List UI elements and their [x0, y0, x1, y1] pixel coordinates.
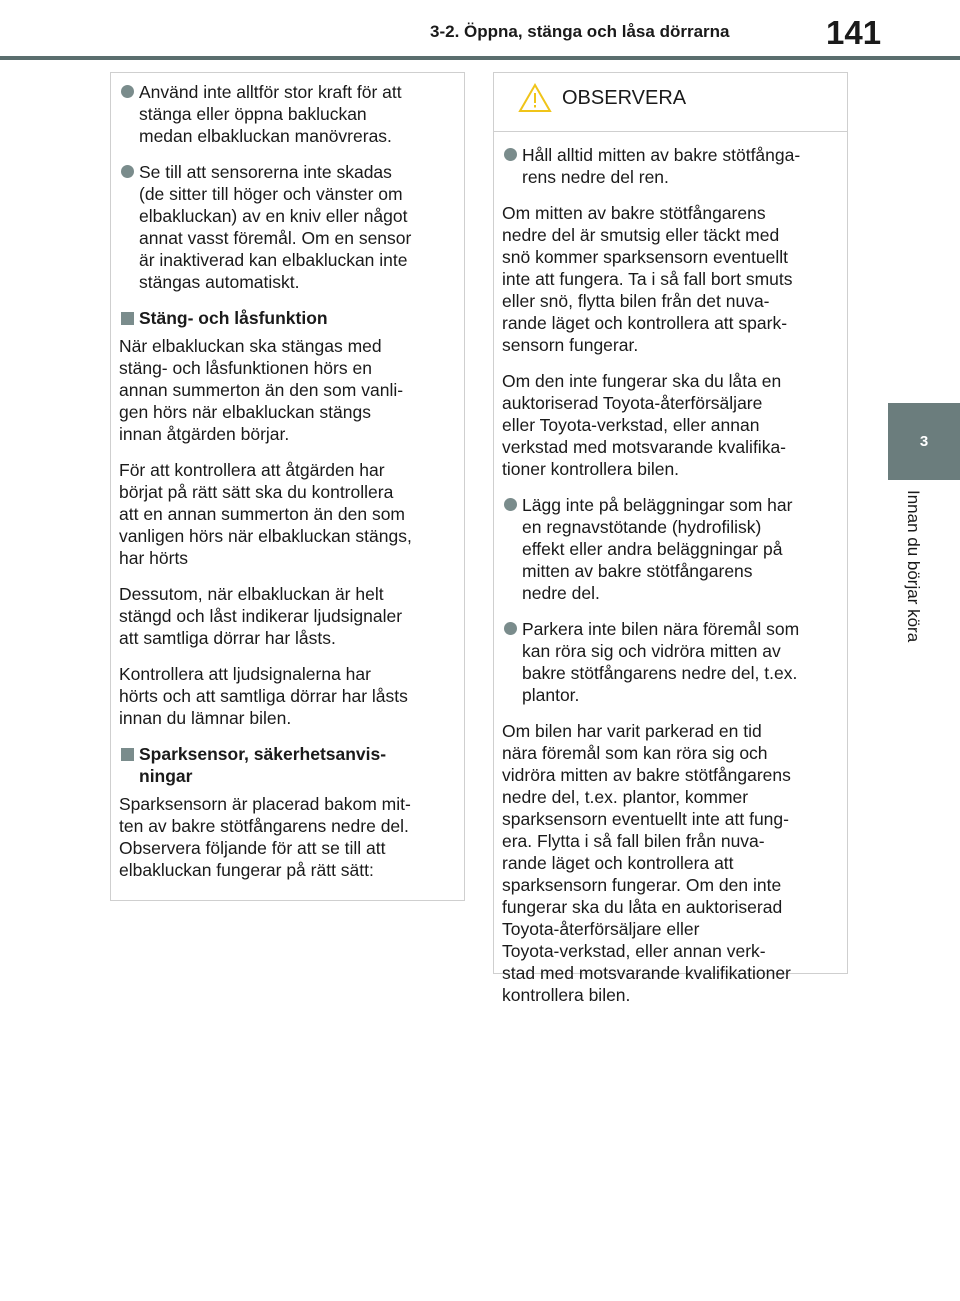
- bullet-dot-icon: [504, 622, 517, 635]
- text-line: När elbakluckan ska stängas med: [119, 336, 382, 356]
- chapter-tab-number: 3: [888, 403, 960, 480]
- text-line: nedre del är smutsig eller täckt med: [502, 225, 780, 245]
- paragraph: [500, 370, 829, 480]
- left-info-box: [110, 72, 465, 901]
- text-line: Använd inte alltför stor kraft för att: [139, 82, 402, 102]
- right-bullet-1: [500, 144, 829, 188]
- text-line: verkstad med motsvarande kvalifika-: [502, 437, 786, 457]
- text-line: medan elbakluckan manövreras.: [139, 126, 392, 146]
- paragraph: [117, 663, 446, 729]
- text-line: sensorn fungerar.: [502, 335, 639, 355]
- text-line: Lägg inte på beläggningar som har: [522, 495, 793, 515]
- left-bullet-1: [117, 81, 446, 147]
- page-number: 141: [826, 14, 882, 51]
- observe-header: [500, 83, 829, 113]
- text-line: elbakluckan fungerar på rätt sätt:: [119, 860, 374, 880]
- text-line: stänga eller öppna bakluckan: [139, 104, 367, 124]
- text-line: Toyota-verkstad, eller annan verk-: [502, 941, 766, 961]
- text-line: annan summerton än den som vanli-: [119, 380, 404, 400]
- text-line: inte att fungera. Ta i så fall bort smuts: [502, 269, 793, 289]
- text-line: tioner kontrollera bilen.: [502, 459, 680, 479]
- text-line: Dessutom, när elbakluckan är helt: [119, 584, 384, 604]
- chapter-tab-label: Innan du börjar köra: [904, 490, 923, 643]
- paragraph: [117, 335, 446, 445]
- text-line: att en annan summerton än den som: [119, 504, 406, 524]
- right-bullet-2: [500, 494, 829, 604]
- header-divider: [0, 56, 960, 60]
- bullet-dot-icon: [504, 498, 517, 511]
- heading-text: Sparksensor, säkerhetsanvis-: [139, 744, 387, 764]
- text-line: rens nedre del ren.: [522, 167, 669, 187]
- text-line: en regnavstötande (hydrofilisk): [522, 517, 762, 537]
- text-line: nära föremål som kan röra sig och: [502, 743, 768, 763]
- text-line: Håll alltid mitten av bakre stötfånga-: [522, 145, 801, 165]
- paragraph: [117, 583, 446, 649]
- text-line: bakre stötfångarens nedre del, t.ex.: [522, 663, 798, 683]
- text-line: stäng- och låsfunktionen hörs en: [119, 358, 372, 378]
- text-line: fungerar ska du låta en auktoriserad: [502, 897, 783, 917]
- text-line: att samtliga dörrar har låsts.: [119, 628, 336, 648]
- text-line: är inaktiverad kan elbakluckan inte: [139, 250, 408, 270]
- divider: [494, 131, 847, 132]
- text-line: kontrollera bilen.: [502, 985, 631, 1005]
- paragraph: [500, 202, 829, 356]
- text-line: snö kommer sparksensorn eventuellt: [502, 247, 788, 267]
- section-title: 3-2. Öppna, stänga och låsa dörrarna: [430, 22, 730, 41]
- text-line: sparksensorn fungerar. Om den inte: [502, 875, 782, 895]
- text-line: Observera följande för att se till att: [119, 838, 386, 858]
- paragraph: [500, 720, 829, 1006]
- text-line: auktoriserad Toyota-återförsäljare: [502, 393, 763, 413]
- heading-text: Stäng- och låsfunktion: [139, 308, 328, 328]
- warning-triangle-icon: [518, 83, 552, 113]
- right-bullet-3: [500, 618, 829, 706]
- text-line: elbakluckan) av en kniv eller något: [139, 206, 408, 226]
- text-line: sparksensorn eventuellt inte att fung-: [502, 809, 789, 829]
- text-line: Se till att sensorerna inte skadas: [139, 162, 392, 182]
- left-bullet-2: [117, 161, 446, 293]
- text-line: rande läget och kontrollera att spark-: [502, 313, 788, 333]
- text-line: vanligen hörs när elbakluckan stängs,: [119, 526, 412, 546]
- text-line: För att kontrollera att åtgärden har: [119, 460, 385, 480]
- text-line: börjat på rätt sätt ska du kontrollera: [119, 482, 394, 502]
- observe-title: OBSERVERA: [562, 87, 687, 109]
- heading-text: ningar: [139, 766, 193, 786]
- bullet-dot-icon: [121, 85, 134, 98]
- text-line: Om mitten av bakre stötfångarens: [502, 203, 766, 223]
- text-line: eller Toyota-verkstad, eller annan: [502, 415, 760, 435]
- text-line: kan röra sig och vidröra mitten av: [522, 641, 781, 661]
- text-line: effekt eller andra beläggningar på: [522, 539, 783, 559]
- observe-notice-box: [493, 72, 848, 1005]
- paragraph: [117, 793, 446, 881]
- text-line: (de sitter till höger och vänster om: [139, 184, 403, 204]
- paragraph: [117, 459, 446, 569]
- text-line: Om den inte fungerar ska du låta en: [502, 371, 782, 391]
- text-line: Parkera inte bilen nära föremål som: [522, 619, 800, 639]
- text-line: har hörts: [119, 548, 189, 568]
- heading-kick-sensor: [117, 743, 446, 787]
- text-line: Kontrollera att ljudsignalerna har: [119, 664, 371, 684]
- text-line: eller snö, flytta bilen från det nuva-: [502, 291, 770, 311]
- text-line: mitten av bakre stötfångarens: [522, 561, 753, 581]
- text-line: plantor.: [522, 685, 580, 705]
- text-line: stängd och låst indikerar ljudsignaler: [119, 606, 403, 626]
- text-line: nedre del, t.ex. plantor, kommer: [502, 787, 749, 807]
- text-line: ten av bakre stötfångarens nedre del.: [119, 816, 409, 836]
- text-line: vidröra mitten av bakre stötfångarens: [502, 765, 791, 785]
- text-line: rande läget och kontrollera att: [502, 853, 734, 873]
- text-line: stad med motsvarande kvalifikationer: [502, 963, 791, 983]
- text-line: innan du lämnar bilen.: [119, 708, 292, 728]
- text-line: gen hörs när elbakluckan stängs: [119, 402, 371, 422]
- text-line: nedre del.: [522, 583, 600, 603]
- bullet-dot-icon: [121, 165, 134, 178]
- text-line: innan åtgärden börjar.: [119, 424, 290, 444]
- text-line: Sparksensorn är placerad bakom mit-: [119, 794, 411, 814]
- text-line: Toyota-återförsäljare eller: [502, 919, 700, 939]
- text-line: annat vasst föremål. Om en sensor: [139, 228, 412, 248]
- text-line: stängas automatiskt.: [139, 272, 300, 292]
- square-bullet-icon: [121, 748, 134, 761]
- text-line: hörts och att samtliga dörrar har låsts: [119, 686, 408, 706]
- bullet-dot-icon: [504, 148, 517, 161]
- square-bullet-icon: [121, 312, 134, 325]
- text-line: era. Flytta i så fall bilen från nuva-: [502, 831, 765, 851]
- heading-lock-function: [117, 307, 446, 329]
- text-line: Om bilen har varit parkerad en tid: [502, 721, 762, 741]
